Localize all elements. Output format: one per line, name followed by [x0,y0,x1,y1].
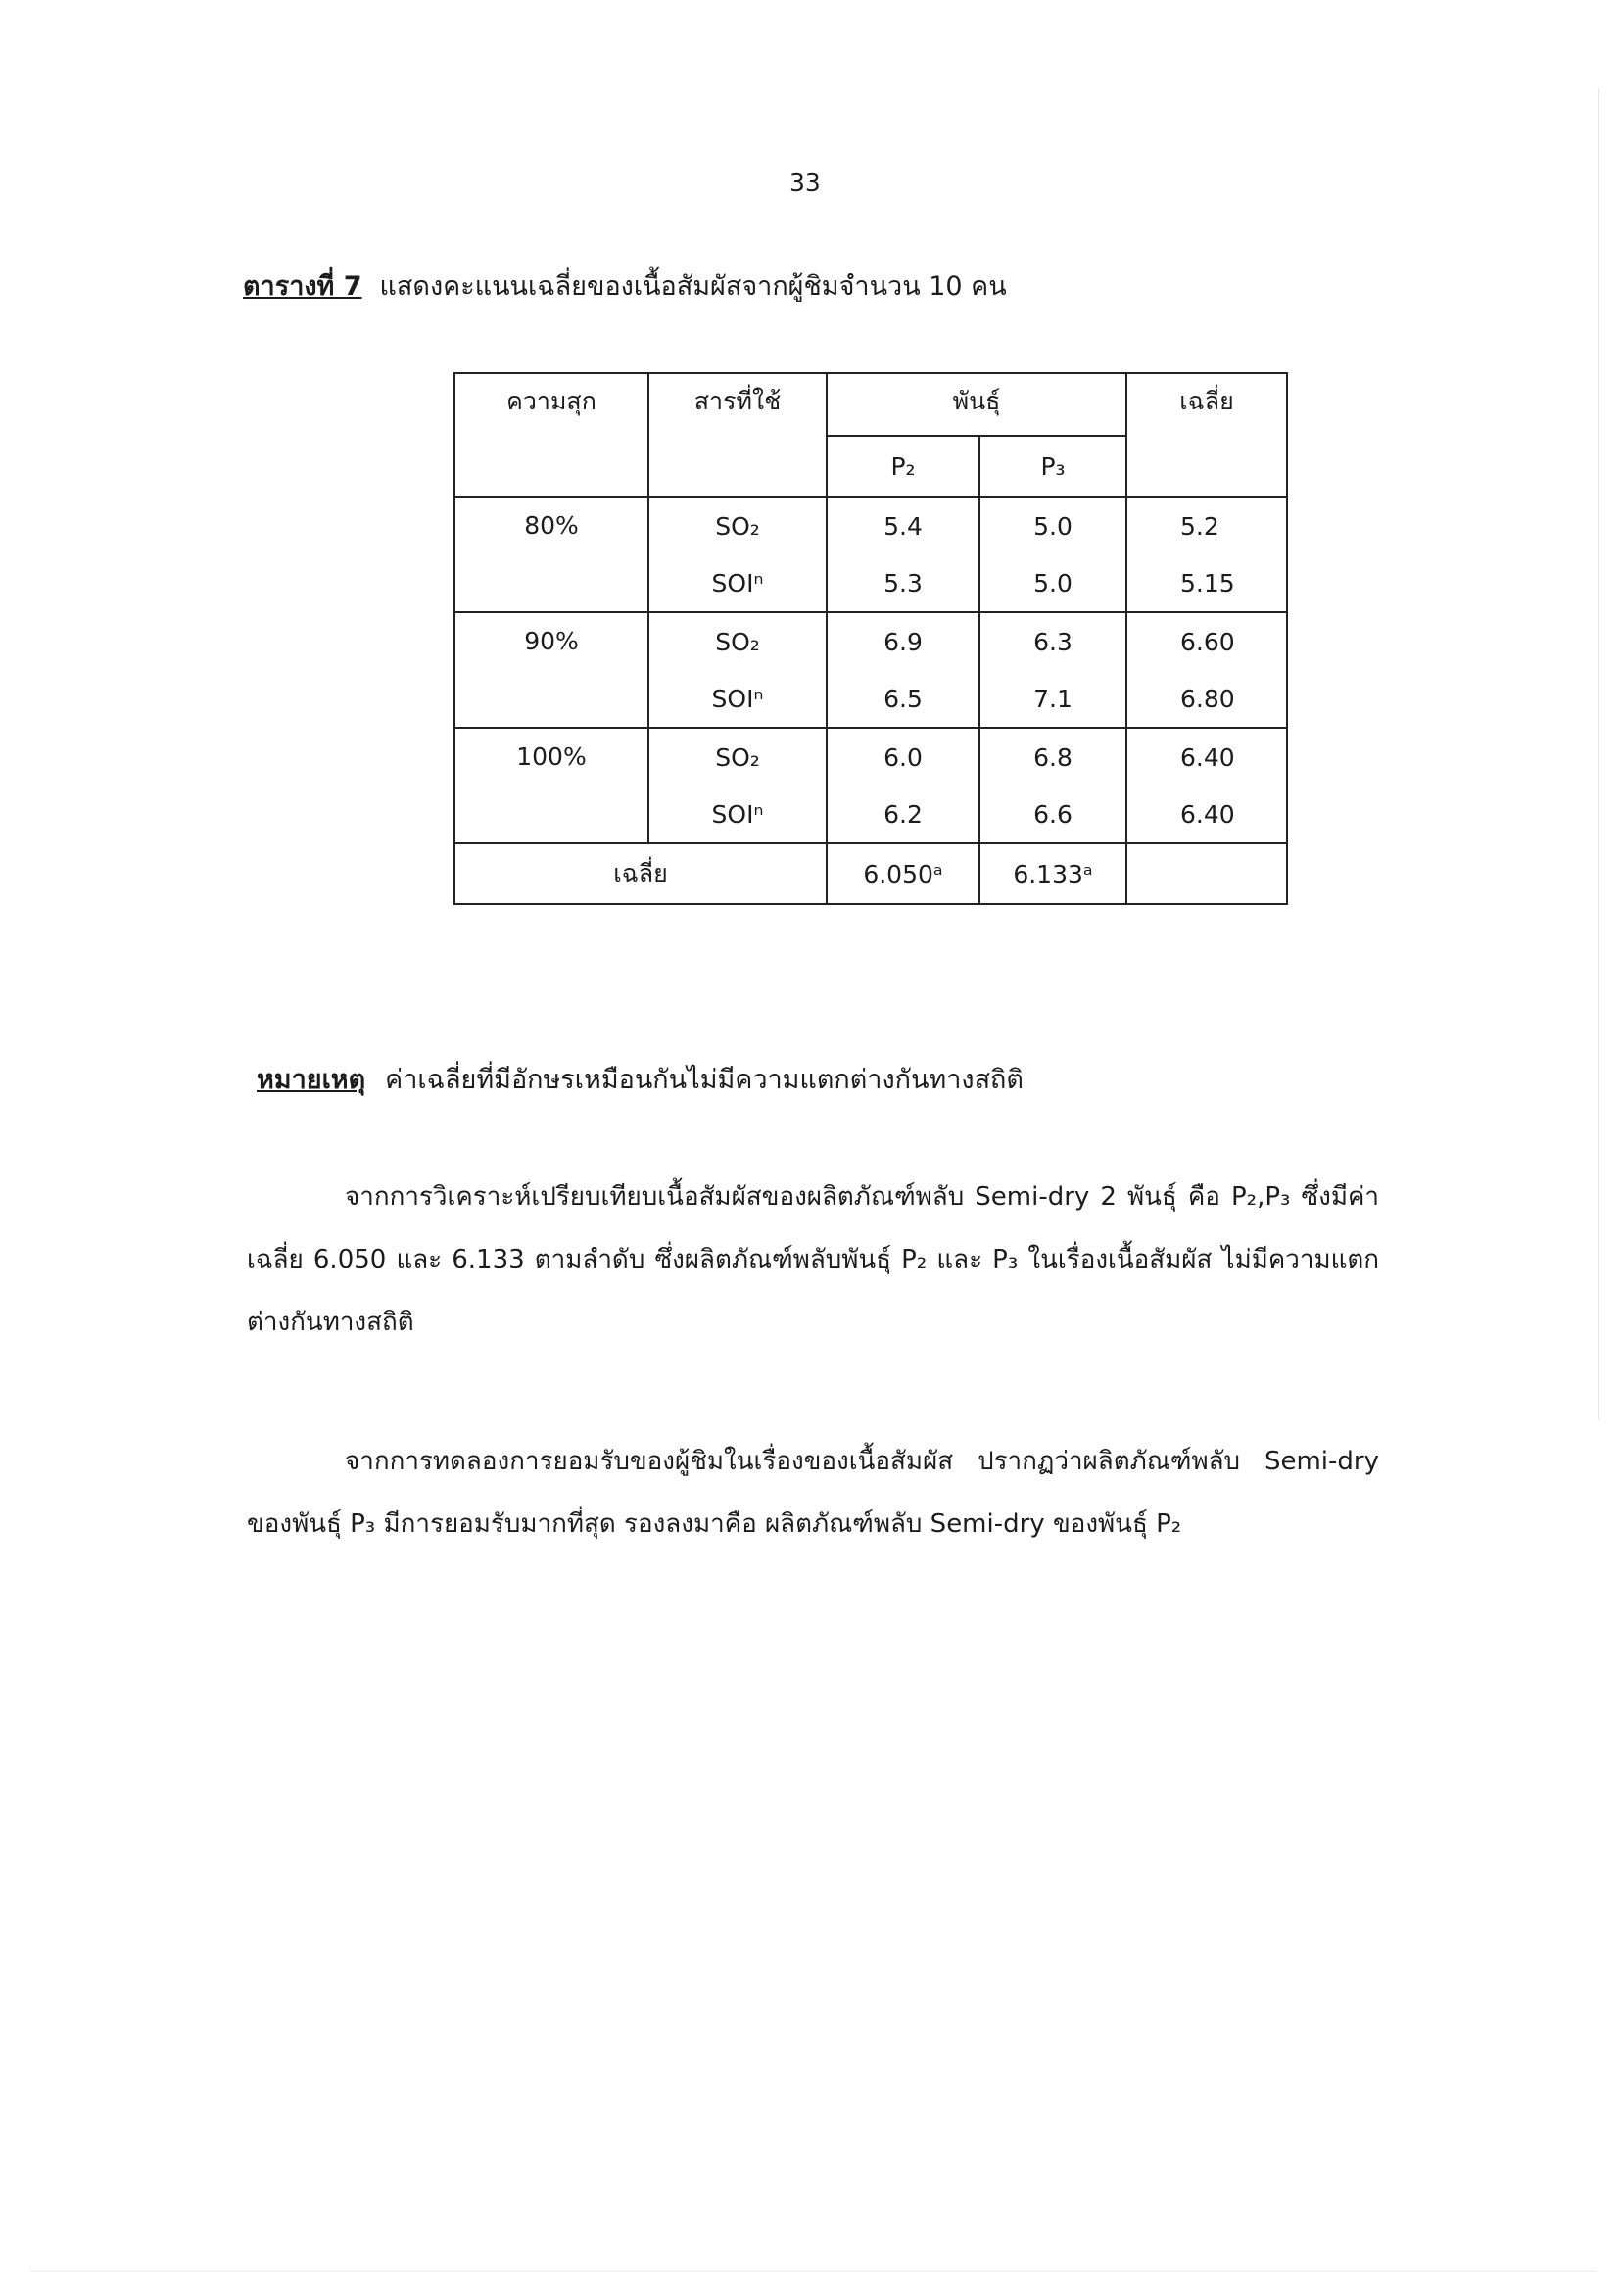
footer-p3: 6.133ᵃ [979,843,1126,904]
table-row [454,497,1287,554]
table-note [257,1058,1024,1100]
mean-cell: 6.60 [1126,612,1287,670]
agent-cell: SOIⁿ [648,786,827,843]
header-mean: เฉลี่ย [1126,373,1287,497]
table-caption [243,264,1007,307]
p3-cell: 6.8 [979,728,1126,786]
mean-cell: 6.40 [1126,786,1287,843]
footer-mean [1126,843,1287,904]
header-ripeness: ความสุก [454,373,648,497]
table-caption-label: ตารางที่ 7 [243,271,362,302]
agent-cell: SO₂ [648,612,827,670]
header-p3: P₃ [979,436,1126,497]
header-agent: สารที่ใช้ [648,373,827,497]
agent-cell: SOIⁿ [648,670,827,728]
p3-cell: 6.6 [979,786,1126,843]
agent-cell: SO₂ [648,728,827,786]
table-row [454,728,1287,786]
p3-cell: 7.1 [979,670,1126,728]
mean-cell: 5.15 [1126,554,1287,612]
body-paragraph [247,1166,1379,1354]
p3-cell: 5.0 [979,497,1126,554]
body-paragraph [247,1430,1379,1555]
level-cell: 90% [454,612,648,728]
page-edge-line [1598,88,1599,1420]
table-footer-row [454,843,1287,904]
p2-cell: 6.2 [827,786,979,843]
mean-cell: 6.80 [1126,670,1287,728]
table-caption-text: แสดงคะแนนเฉลี่ยของเนื้อสัมผัสจากผู้ชิมจำนวน 10 คน [379,271,1007,302]
agent-cell: SO₂ [648,497,827,554]
footer-label: เฉลี่ย [454,843,827,904]
table-row [454,612,1287,670]
agent-cell: SOIⁿ [648,554,827,612]
paragraph-text: จากการวิเคราะห์เปรียบเทียบเนื้อสัมผัสของผลิตภัณฑ์พลับ Semi-dry 2 พันธุ์ คือ P₂,P₃ ซึ่งมีค่าเฉลี่ย 6.050 และ 6.133 ตามลำดับ ซึ่งผลิตภัณฑ์พลับพันธุ์ P₂ และ P₃ ในเรื่องเนื้อสัมผัส ไม่มีความแตกต่างกันทางสถิติ [247,1182,1379,1337]
paragraph-text: จากการทดลองการยอมรับของผู้ชิมในเรื่องของเนื้อสัมผัส ปรากฏว่าผลิตภัณฑ์พลับ Semi-dry ของพันธุ์ P₃ มีการยอมรับมากที่สุด รองลงมาคือ ผลิตภัณฑ์พลับ Semi-dry ของพันธุ์ P₂ [247,1447,1379,1539]
page-bottom-line [29,2271,1597,2272]
mean-cell: 5.2 [1126,497,1287,554]
note-text: ค่าเฉลี่ยที่มีอักษรเหมือนกันไม่มีความแตกต่างกันทางสถิติ [385,1065,1024,1095]
footer-p2: 6.050ᵃ [827,843,979,904]
p2-cell: 6.0 [827,728,979,786]
p3-cell: 5.0 [979,554,1126,612]
level-cell: 100% [454,728,648,843]
p2-cell: 6.5 [827,670,979,728]
p3-cell: 6.3 [979,612,1126,670]
level-cell: 80% [454,497,648,612]
texture-score-table [453,372,1288,905]
header-p2: P₂ [827,436,979,497]
mean-cell: 6.40 [1126,728,1287,786]
p2-cell: 5.4 [827,497,979,554]
note-label: หมายเหตุ [257,1065,366,1095]
page-number: 33 [789,168,821,197]
header-variety: พันธุ์ [827,373,1126,436]
p2-cell: 5.3 [827,554,979,612]
p2-cell: 6.9 [827,612,979,670]
